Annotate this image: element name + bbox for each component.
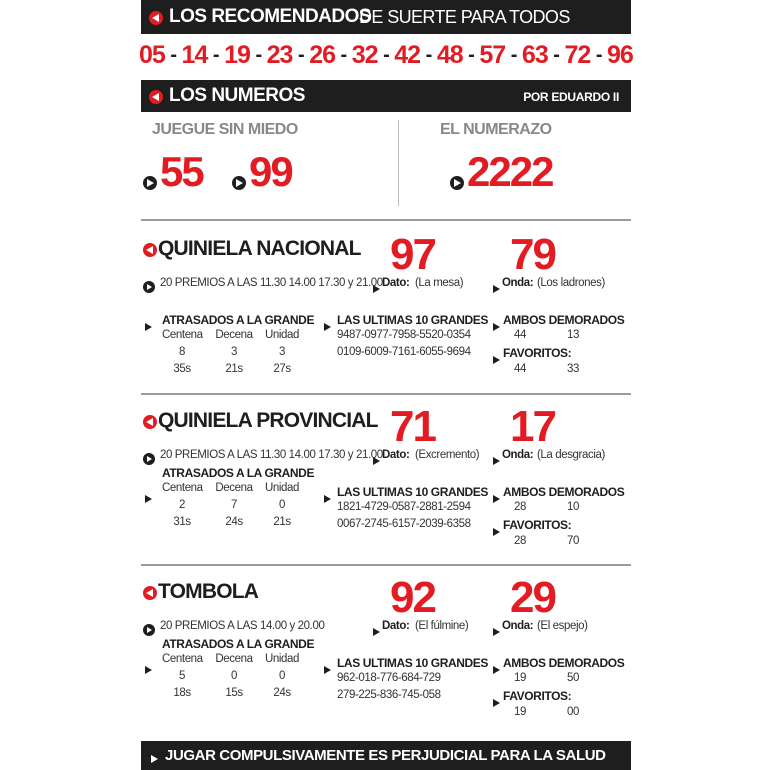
arrow-icon	[151, 750, 158, 768]
lotto-separator: -	[212, 44, 219, 66]
play-icon	[143, 584, 157, 602]
favoritos-value-2: 70	[567, 535, 579, 547]
dato-number: 97	[390, 230, 435, 279]
arrow-icon	[493, 694, 500, 712]
arrow-icon	[145, 490, 152, 508]
dato-number: 71	[390, 402, 435, 451]
ambos-value-1: 44	[514, 329, 526, 341]
lotto-separator: -	[468, 44, 474, 66]
ultimas-title: LAS ULTIMAS 10 GRANDES	[337, 485, 488, 499]
juegue-number-2: 99	[249, 148, 292, 195]
arrow-icon	[493, 661, 500, 679]
lotto-separator: -	[383, 44, 389, 66]
atrasados-title: ATRASADOS A LA GRANDE	[162, 313, 315, 327]
lotto-separator: -	[553, 44, 559, 66]
dato-value: (La mesa)	[415, 277, 464, 289]
arrow-icon	[373, 623, 380, 641]
dato-label: Dato:	[382, 449, 410, 461]
numerazo-title: EL NUMERAZO	[440, 121, 552, 138]
ambos-value-2: 13	[567, 329, 579, 341]
unidad-value: 0	[279, 499, 285, 511]
play-icon	[143, 278, 155, 296]
section-title: QUINIELA NACIONAL	[158, 237, 361, 260]
arrow-icon	[373, 280, 380, 298]
arrow-icon	[145, 318, 152, 336]
numbers-bar	[141, 80, 631, 112]
col-header-unidad: Unidad	[264, 329, 300, 341]
play-icon	[450, 174, 464, 192]
col-header-decena: Decena	[215, 482, 253, 494]
play-icon	[149, 9, 163, 27]
play-icon	[143, 413, 157, 431]
lotto-number: 32	[351, 41, 378, 69]
centena-value: 2	[179, 499, 185, 511]
unidad-days: 27s	[273, 363, 291, 375]
arrow-icon	[324, 318, 331, 336]
lotto-separator: -	[425, 44, 432, 66]
lotto-number: 48	[436, 41, 463, 69]
onda-value: (La desgracia)	[537, 449, 605, 461]
lotto-number: 57	[479, 41, 506, 69]
arrow-icon	[324, 661, 331, 679]
ultimas-line-2: 0067-2745-6157-2039-6358	[337, 518, 471, 530]
ultimas-line-2: 279-225-836-745-058	[337, 689, 441, 701]
lotto-separator: -	[255, 44, 262, 66]
col-header-centena: Centena	[162, 329, 203, 341]
lotto-number: 23	[266, 41, 293, 69]
arrow-icon	[493, 623, 500, 641]
centena-days: 35s	[173, 363, 191, 375]
unidad-days: 24s	[273, 687, 291, 699]
numerazo-number: 2222	[467, 148, 553, 195]
favoritos-value-1: 44	[514, 363, 526, 375]
onda-label: Onda:	[502, 449, 534, 461]
ambos-value-2: 50	[567, 672, 579, 684]
footer-text: JUGAR COMPULSIVAMENTE ES PERJUDICIAL PARA LA SALUD	[165, 747, 606, 764]
ambos-title: AMBOS DEMORADOS	[503, 313, 625, 327]
divider	[141, 564, 631, 566]
onda-number: 79	[510, 230, 555, 279]
atrasados-title: ATRASADOS A LA GRANDE	[162, 466, 315, 480]
arrow-icon	[493, 490, 500, 508]
arrow-icon	[493, 280, 500, 298]
arrow-icon	[493, 452, 500, 470]
numbers-bar-title: LOS NUMEROS	[169, 85, 305, 106]
play-icon	[143, 241, 157, 259]
decena-days: 21s	[225, 363, 243, 375]
onda-value: (Los ladrones)	[537, 277, 605, 289]
play-icon	[232, 174, 246, 192]
col-header-unidad: Unidad	[264, 653, 300, 665]
atrasados-title: ATRASADOS A LA GRANDE	[162, 637, 315, 651]
col-header-decena: Decena	[215, 653, 253, 665]
lotto-number: 63	[521, 41, 548, 69]
lotto-number: 96	[607, 41, 633, 69]
dato-value: (Excremento)	[415, 449, 480, 461]
lotto-number: 19	[224, 41, 250, 69]
premios-text: 20 PREMIOS A LAS 11.30 14.00 17.30 y 21.00	[160, 449, 383, 461]
play-icon	[149, 88, 163, 106]
lotto-separator: -	[297, 44, 304, 66]
arrow-icon	[373, 452, 380, 470]
dato-number: 92	[390, 573, 435, 622]
ambos-value-2: 10	[567, 501, 579, 513]
decena-value: 7	[231, 499, 237, 511]
lotto-number: 05	[139, 41, 165, 69]
dato-label: Dato:	[382, 277, 410, 289]
arrow-icon	[145, 661, 152, 679]
lotto-number: 42	[394, 41, 421, 69]
centena-value: 8	[179, 346, 185, 358]
lotto-separator: -	[510, 44, 517, 66]
lotto-separator: -	[595, 44, 602, 66]
ambos-title: AMBOS DEMORADOS	[503, 656, 625, 670]
decena-days: 24s	[225, 516, 243, 528]
unidad-days: 21s	[273, 516, 291, 528]
section-title: TOMBOLA	[158, 580, 259, 603]
lotto-number: 14	[181, 41, 208, 69]
ambos-value-1: 28	[514, 501, 526, 513]
ultimas-line-1: 9487-0977-7958-5520-0354	[337, 329, 471, 341]
favoritos-value-1: 28	[514, 535, 526, 547]
decena-value: 3	[231, 346, 237, 358]
footer-bar	[141, 741, 631, 770]
lotto-number: 26	[309, 41, 335, 69]
numbers-bar-author: POR EDUARDO II	[523, 90, 619, 104]
recommended-numbers	[139, 41, 633, 73]
arrow-icon	[324, 490, 331, 508]
onda-number: 29	[510, 573, 555, 622]
lotto-number: 72	[564, 41, 591, 69]
ultimas-line-2: 0109-6009-7161-6055-9694	[337, 346, 471, 358]
decena-days: 15s	[225, 687, 243, 699]
premios-text: 20 PREMIOS A LAS 11.30 14.00 17.30 y 21.00	[160, 277, 383, 289]
premios-text: 20 PREMIOS A LAS 14.00 y 20.00	[160, 620, 325, 632]
favoritos-title: FAVORITOS:	[503, 689, 572, 703]
onda-number: 17	[510, 402, 555, 451]
lotto-separator: -	[340, 44, 347, 66]
arrow-icon	[493, 523, 500, 541]
divider	[141, 393, 631, 395]
favoritos-value-2: 00	[567, 706, 579, 718]
ultimas-line-1: 962-018-776-684-729	[337, 672, 441, 684]
ultimas-line-1: 1821-4729-0587-2881-2594	[337, 501, 471, 513]
onda-label: Onda:	[502, 277, 534, 289]
centena-days: 18s	[173, 687, 191, 699]
onda-label: Onda:	[502, 620, 534, 632]
divider	[141, 219, 631, 221]
arrow-icon	[493, 318, 500, 336]
header-subtitle: DE SUERTE PARA TODOS	[359, 7, 570, 27]
decena-value: 0	[231, 670, 237, 682]
arrow-icon	[493, 351, 500, 369]
unidad-value: 0	[279, 670, 285, 682]
lotto-separator: -	[170, 44, 177, 66]
juegue-number-1: 55	[160, 148, 203, 195]
section-title: QUINIELA PROVINCIAL	[158, 409, 378, 432]
centena-days: 31s	[173, 516, 191, 528]
ambos-value-1: 19	[514, 672, 526, 684]
unidad-value: 3	[279, 346, 285, 358]
onda-value: (El espejo)	[537, 620, 588, 632]
dato-label: Dato:	[382, 620, 410, 632]
ultimas-title: LAS ULTIMAS 10 GRANDES	[337, 313, 488, 327]
play-icon	[143, 450, 155, 468]
ambos-title: AMBOS DEMORADOS	[503, 485, 625, 499]
favoritos-value-1: 19	[514, 706, 526, 718]
play-icon	[143, 621, 155, 639]
col-header-centena: Centena	[162, 482, 203, 494]
col-header-centena: Centena	[162, 653, 203, 665]
favoritos-value-2: 33	[567, 363, 579, 375]
ultimas-title: LAS ULTIMAS 10 GRANDES	[337, 656, 488, 670]
header-bar	[141, 0, 631, 34]
juegue-title: JUEGUE SIN MIEDO	[152, 121, 298, 138]
favoritos-title: FAVORITOS:	[503, 518, 572, 532]
play-icon	[143, 174, 157, 192]
divider	[398, 120, 399, 206]
favoritos-title: FAVORITOS:	[503, 346, 572, 360]
centena-value: 5	[179, 670, 185, 682]
col-header-unidad: Unidad	[264, 482, 300, 494]
dato-value: (El fúlmine)	[415, 620, 469, 632]
col-header-decena: Decena	[215, 329, 253, 341]
header-title: LOS RECOMENDADOS	[169, 6, 372, 27]
